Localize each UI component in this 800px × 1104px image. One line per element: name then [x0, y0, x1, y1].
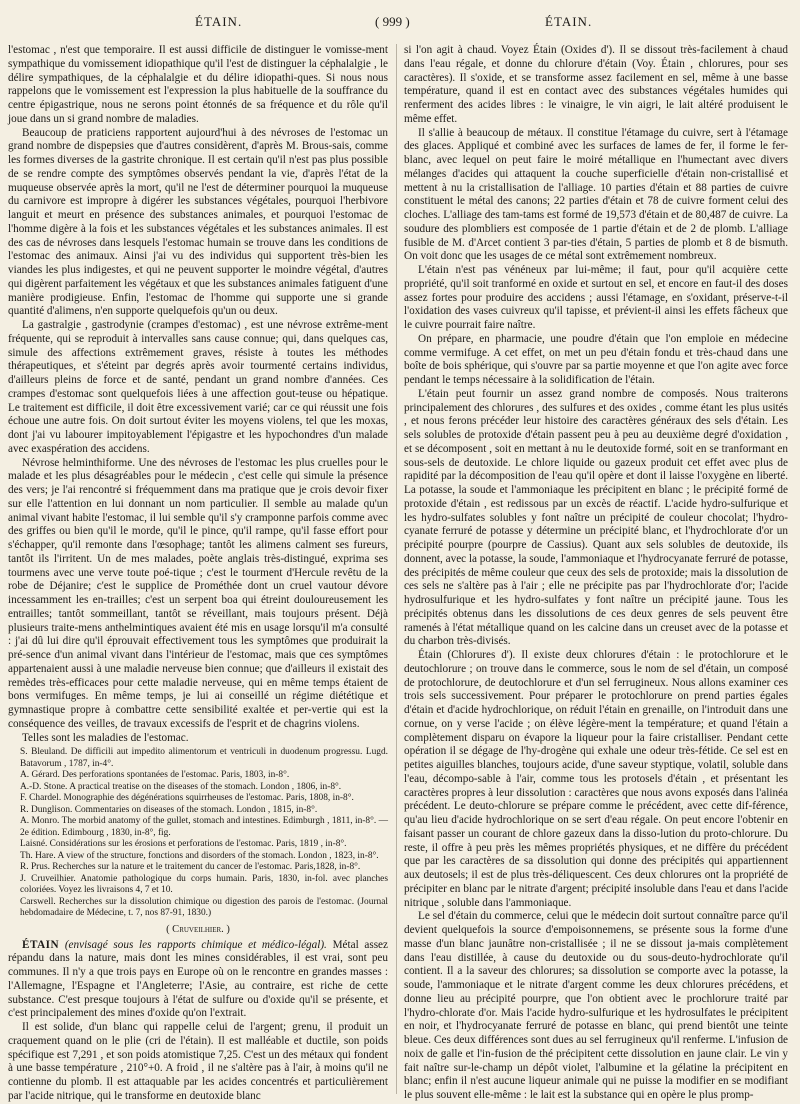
- reference-item: Carswell. Recherches sur la dissolution chimique ou digestion des parois de l'estomac. (Journal hebdomadaire de Médecine, t. 7, nos 87-91, 1830.): [20, 896, 388, 919]
- left-column: [8, 44, 388, 1102]
- paragraph: Beaucoup de praticiens rapportent aujourd'hui à des névroses de l'estomac un grand nombre de dispepsies que d'autres considèrent, d'après M. Brous-sais, comme les formes diverses de la gastrite chronique. Il est certain qu'il n'est pas plus possible de se rendre compte des symptômes observés pendant la vie, d'après l'état de la muqueuse observée après la mort, qu'il ne l'est de déterminer pourquoi la muqueuse du carnivore est impropre à digérer les substances végétales, pourquoi l'herbivore languit et meurt en présence des substances animales, et pourquoi l'estomac de l'homme digère à la fois et les substances végétales et les substances animales. Il est des cas de névroses dans lesquels l'estomac humain se trouve dans les conditions de l'estomac des animaux. Ainsi j'ai vu des individus qui supportent très-bien les viandes les plus indigestes, et qui ne peuvent supporter le moindre végétal, d'autres qui digèrent parfaitement les végétaux et que les substances animales fatiguent d'une manière prodigieuse. Enfin, l'estomac de l'homme qui supporte une si grande quantité d'alimens, n'en supporte quelquefois qu'un ou deux.: [8, 126, 388, 318]
- paragraph: Névrose helminthiforme. Une des névroses de l'estomac les plus cruelles pour le malade et les plus désagréables pour le médecin , c'est celle qui simule la présence des vers; je l'ai rencontré si fréquemment dans ma pratique que je crois devoir fixer sur elle l'attention en lui donnant un nom particulier. Il semble au malade qu'un animal vivant habite l'estomac, il lui semble qu'il s'y cramponne parfois comme avec des griffes ou bien qu'il le morde, qu'il le pince, qu'il rampe, qu'il fasse effort pour s'échapper, qu'il remonte dans l'œsophage; tantôt les alimens calment ses fureurs, tantôt ils l'irritent. Un de mes malades, poète anglais très-distingué, exprima ses tourmens avec une verve toute poé-tique ; c'est le tourment d'Hercule revêtu de la robe de Déjanire; c'est le supplice de Prométhée dont un cruel vautour dévore incessamment les en-trailles; c'est un serpent boa qui étreint douloureusement les entrailles; tantôt sommeillant, tantôt se réveillant, mais toujours présent. Déjà plusieurs traite-mens anthelmintiques avaient été mis en usage lorsqu'il m'a consulté : j'ai dû lui dire qu'il éprouvait effectivement tous les symptômes que produirait la pré-sence d'un animal vivant dans l'intérieur de l'estomac, mais que ces symptômes appartenaient aussi à une maladie nerveuse bien connue; que d'ailleurs il existait des remèdes très-efficaces pour cette maladie nerveuse, qui en même temps étaient de bons vermifuges. En même temps, je lui ai conseillé un régime diététique et gymnastique propre à combattre cette sensibilité exaltée et per-vertie qui est la conséquence des veilles, de travaux excessifs de l'esprit et de chagrins violens.: [8, 456, 388, 730]
- reference-item: R. Prus. Recherches sur la nature et le traitement du cancer de l'estomac. Paris,1828, in-8°.: [20, 862, 361, 873]
- header-left-title: ÉTAIN.: [195, 14, 243, 29]
- paragraph: Il est solide, d'un blanc qui rappelle celui de l'argent; grenu, il produit un craquement quand on le plie (cri de l'étain). Il est malléable et ductile, son poids spécifique est 7,291 , et son poids atomistique 7,25. C'est un des métaux qui fondent à une basse température , 210°+0. A froid , il ne s'altère pas à l'air, à moins qu'il ne contienne du plomb. Il est attaquable par les acides concentrés et particulièrement par l'acide nitrique, qui le transforme en deutoxide blanc: [8, 1021, 388, 1102]
- column-divider: [396, 44, 397, 1094]
- entry-text: Métal assez répandu dans la nature, mais dont les mines considérables, il est vrai, sont peu communes. Il n'y a que trois pays en Europe où on le rencontre en grandes masses : l'Allemagne, l'Espagne et l'Angleterre; l'Asie, au contraire, est riche de cette substance. C'est presque toujours à l'état de sulfure ou d'oxide qu'il se présente, et c'est principalement des mines d'oxide qu'on l'extrait.: [8, 938, 388, 1020]
- paragraph: si l'on agit à chaud. Voyez Étain (Oxides d'). Il se dissout très-facilement à chaud dans l'eau régale, et donne du chlorure d'étain (Voy. Étain , chlorures, pour ses caractères). Il s'oxide, et se transforme assez facilement en sel, même à une basse température, quand il est en contact avec des substances végétales humides qui renferment des acides libres : le vinaigre, le vin aigri, le lait altéré produisent le même effet.: [404, 44, 788, 125]
- page-number: ( 999 ): [375, 14, 410, 29]
- reference-item: J. Cruveilhier. Anatomie pathologique du corps humain. Paris, 1830, in-fol. avec planches coloriées. Voyez les livraisons 4, 7 et 10.: [20, 873, 388, 896]
- reference-item: F. Chardel. Monographie des dégénérations squirrheuses de l'estomac. Paris, 1808, in-8°.: [20, 793, 354, 804]
- reference-item: Laisné. Considérations sur les érosions et perforations de l'estomac. Paris, 1819 , in-8°.: [20, 839, 347, 850]
- header-right-title: ÉTAIN.: [545, 14, 593, 29]
- paragraph: L'étain peut fournir un assez grand nombre de composés. Nous traiterons principalement des chlorures , des sulfures et des oxides , comme étant les plus usités , et nous ferons précéder leur histoire des caractères généraux des sels d'étain. Les sels solubles de protoxide d'étain passent peu à peu au deuxième degré d'oxidation , et se décomposent , soit en mettant à nu le deutoxide formé, soit en se tranformant en sous-sels de deutoxide. Le chlore liquide ou gazeux produit cet effet avec plus de rapidité par la décomposition de l'eau qu'il opère et dont il laisse l'oxygène en liberté. La potasse, la soude et l'ammoniaque les précipitent en blanc ; le précipité formé de protoxide d'étain , est redissous par un excès de réactif. L'acide hydro-sulfurique et les hydro-sulfates solubles y font naître un précipité de couleur chocolat; l'hydro-cyanate ferruré de potasse y détermine un précipité blanc, et l'hydrochlorate d'or un précipité pourpre (pourpre de Cassius). Quant aux sels solubles de deutoxide, ils donnent, avec la potasse, la soude, l'ammoniaque et l'hydrocyanate ferruré de potasse, des précipités de même couleur que ceux des sels de protoxide; mais la dissolution de ces sels ne s'altère pas à l'air ; elle ne précipite pas par l'hydrochlorate d'or; l'acide hydrosulfurique et les hydro-sulfates y font naître un précipité jaune. Tous les précipités obtenus dans les dissolutions de ces deux genres de sels peuvent être ramenés à l'état métallique quand on les calcine dans un creuset avec de la potasse et du charbon très-divisés.: [404, 387, 788, 648]
- running-header: [0, 14, 800, 34]
- entry-paragraph: [8, 939, 388, 1022]
- reference-item: A.-D. Stone. A practical treatise on the diseases of the stomach. London , 1806, in-8°.: [20, 781, 342, 792]
- reference-item: A. Gérard. Des perforations spontanées de l'estomac. Paris, 1803, in-8°.: [20, 770, 290, 781]
- entry-subtitle: (envisagé sous les rapports chimique et médico-légal).: [64, 938, 327, 951]
- reference-item: R. Dunglison. Commentaries on diseases of the stomach. London , 1815, in-8°.: [20, 804, 318, 815]
- paragraph: Étain (Chlorures d'). Il existe deux chlorures d'étain : le protochlorure et le deutochlorure ; on trouve dans le commerce, sous le nom de sel d'étain, un composé de protochlorure, de deutochlorure et d'un sel ferrugineux. Nous allons examiner ces trois sels successivement. Pour préparer le protochlorure on prend parties égales d'étain et d'acide hydrochlorique, on réduit l'étain en grenaille, on l'introduit dans une cornue, on y verse l'acide ; on élève légère-ment la température; et quand l'étain a complètement disparu on évapore la liqueur pour la faire cristalliser. Pendant cette opération il se dégage de l'hy-drogène qui exhale une odeur très-fétide. Ce sel est en petites aiguilles blanches, toujours acide, d'une saveur styptique, volatil, soluble dans l'eau, décompo-sable à l'air, comme tous les protosels d'étain , et présentant les caractères propres à leur dissolution : caractères que nous avons exposés dans l'alinéa précédent. Le deuto-chlorure se prépare comme le précédent, avec cette dif-férence, qu'au lieu d'acide hydrochlorique on se sert d'eau régale. On peut encore l'obtenir en faisant passer un courant de chlore gazeux dans la disso-lution du proto-chlorure. Du reste, il offre à peu près les mêmes propriétés physiques, et ne diffère du précédent que par les caractères de sa dissolution qui donne des précipités qui appartiennent aux deutosels; il est de plus très-déliquescent. Ces deux chlorures ont la propriété de précipiter en blanc par le nitrate d'argent; précipité insoluble dans l'eau et dans l'acide nitrique , soluble dans l'ammoniaque.: [404, 649, 788, 909]
- paragraph: Le sel d'étain du commerce, celui que le médecin doit surtout connaître parce qu'il devient quelquefois la source d'empoisonnemens, se présente sous la forme d'une masse d'un blanc jaunâtre non-cristallisée ; il ne se dissout ja-mais complètement dans l'eau distillée, à cause du deutoxide ou du sous-deuto-hydrochlorate qu'il contient. Il a la saveur des chlorures; sa dissolution se comporte avec la potasse, la soude, l'ammoniaque et le nitrate d'argent comme les deux chlorures précédens, et donne lieu au précipité pourpre, que l'on obtient avec le prochlorure traité par l'hydro-chlorate d'or. Mais l'acide hydro-sulfurique et les hydrosulfates le précipitent en noir, et l'hydrocyanate ferruré de potasse en blanc, qui prend bientôt une teinte bleue. Ces deux différences sont dues au sel ferrugineux qu'il renferme. L'infusion de noix de galle et l'in-fusion de thé précipitent cette dissolution en jaune clair. Le vin y fait naître sur-le-champ un dépôt violet, l'albumine et la gélatine la précipitent en blanc; enfin il n'est aucune liqueur animale qui ne puisse la modifier en se modifiant le plus souvent elle-même : le lait est la substance qui en opère le plus promp-: [404, 910, 788, 1101]
- paragraph: l'estomac , n'est que temporaire. Il est aussi difficile de distinguer le vomisse-ment sympathique du vomissement idiopathique qu'il l'est de distinguer la céphalalgie , le délire sympathiques, de la céphalalgie et du délire idiopathi-ques. Si nous nous rappelons que le vomissement est l'expression la plus habituelle de la souffrance du centre épigastrique, nous ne serons point étonnés de sa fréquence et du rôle qu'il joue dans un si grand nombre de maladies.: [8, 44, 388, 125]
- reference-item: Th. Hare. A view of the structure, fonctions and disorders of the stomach. London , 1823, in-8°.: [20, 850, 379, 861]
- paragraph: Telles sont les maladies de l'estomac.: [22, 731, 189, 744]
- paragraph: La gastralgie , gastrodynie (crampes d'estomac) , est une névrose extrême-ment fréquente, qui se reproduit à intervalles sans cause connue; qui, dans quelques cas, simule des affections extrêmement graves, résiste à toutes les méthodes thérapeutiques, et s'éteint par degrés après avoir tourmenté certains individus, d'ailleurs pleins de force et de santé, pendant un grand nombre d'années. Ces crampes d'estomac sont quelquefois liées à une affection gout-teuse ou hépatique. Le traitement est difficile, il doit être excessivement varié; car ce qui réussit une fois échoue une autre fois. On doit surtout éviter les moyens violens, tel que les moxas, dont j'ai vu labourer impitoyablement l'épigastre et les hypochondres d'un malade avec exaspération des accidens.: [8, 319, 388, 455]
- entry-heading: ÉTAIN: [22, 938, 60, 951]
- reference-item: S. Bleuland. De difficili aut impedito alimentorum et ventriculi in duodenum progressu. Lugd. Batavorum , 1787, in-4°.: [20, 747, 388, 769]
- paragraph: On prépare, en pharmacie, une poudre d'étain que l'on emploie en médecine comme vermifuge. A cet effet, on met un peu d'étain fondu et très-chaud dans une boîte de bois sphérique, qui s'ouvre par sa partie moyenne et que l'on agite avec force pendant le temps nécessaire à la solidification de l'étain.: [404, 332, 788, 386]
- reference-item: A. Monro. The morbid anatomy of the gullet, stomach and intestines. Edimburgh , 1811, in-8°. — 2e édition. Edimbourg , 1830, in-8°, fig.: [20, 816, 388, 838]
- right-column: [404, 44, 788, 1101]
- bibliography: [8, 747, 388, 920]
- author-signature: ( Cruveilhier. ): [166, 923, 230, 935]
- paragraph: Il s'allie à beaucoup de métaux. Il constitue l'étamage du cuivre, sert à l'étamage des glaces. Appliqué et combiné avec les surfaces de lames de fer, il forme le fer-blanc, avec lequel on peut faire le moiré métallique en l'humectant avec divers mélanges d'acides qui attaquent la couche superficielle d'étain non-cristallisé et mettent à nu la cristallisation de l'alliage. 10 parties d'étain et 88 parties de cuivre constituent le métal des canons; 22 parties d'étain et 78 de cuivre forment celui des cloches. L'alliage des tam-tams est formé de 19,573 d'étain et de 80,487 de cuivre. La soudure des plombliers est composée de 1 partie d'étain et de 2 de plomb. L'alliage fusible de M. d'Arcet contient 3 par-ties d'étain, 5 parties de plomb et 8 de bismuth. On voit donc que les usages de ce métal sont extrêmement nombreux.: [404, 126, 788, 263]
- paragraph: L'étain n'est pas vénéneux par lui-même; il faut, pour qu'il acquière cette propriété, qu'il soit tranformé en oxide et surtout en sel, et encore en faut-il des doses assez fortes pour produire des accidens ; aussi l'étamage, en s'oxidant, préserve-t-il l'oxidation des vases cuivreux qu'il tapisse, et prévient-il ainsi les effets fâcheux que le cuivre pourrait faire naître.: [404, 264, 788, 331]
